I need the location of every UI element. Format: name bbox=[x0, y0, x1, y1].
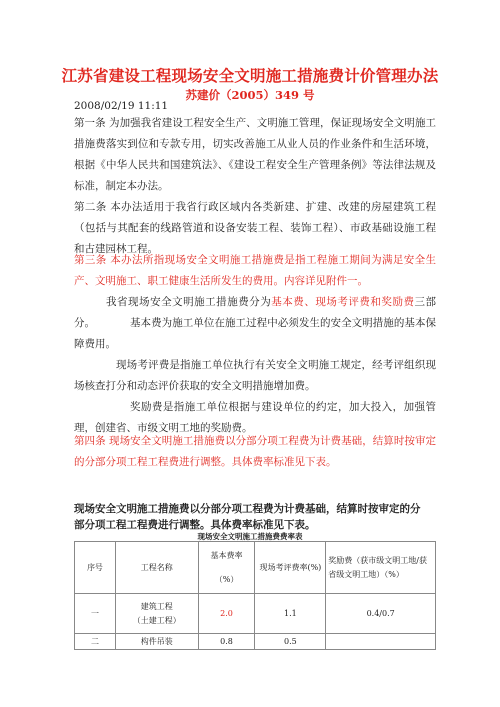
reward-fee-paragraph: 奖励费是指施工单位根据与建设单位的约定，加大投入，加强管理，创建省、市级文明工地的奖励费。 bbox=[74, 401, 436, 434]
header-eval-rate: 现场考评费率(%) bbox=[255, 542, 326, 594]
row-base-rate: 2.0 bbox=[198, 594, 255, 634]
table-row bbox=[75, 634, 436, 650]
article-1: 第一条 为加强我省建设工程安全生产、文明施工管理，保证现场安全文明施工措施费落实到位和专款专用，切实改善施工从业人员的作业条件和生活环境，根据《中华人民共和国建筑法》、《建设工程安全生产管理条例》等法律法规及标准，制定本办法。 bbox=[74, 117, 436, 192]
header-reward-rate: 奖励费（获市级文明工地/获省级文明工地）（%） bbox=[326, 542, 436, 594]
header-no: 序号 bbox=[75, 542, 116, 594]
row-no: 二 bbox=[75, 634, 116, 650]
table-header-row bbox=[75, 542, 436, 594]
row-name: 构件吊装 bbox=[115, 634, 198, 650]
document-number: 苏建价（2005）349 号 bbox=[185, 88, 315, 102]
table-heading: 现场安全文明施工措施费以分部分项工程费为计费基础，结算时按审定的分部分项工程工程费进行调整。具体费率标准见下表。 bbox=[74, 503, 421, 531]
row-name-main: 建筑工程 bbox=[140, 601, 173, 611]
evaluation-fee-paragraph: 现场考评费是指施工单位执行有关安全文明施工规定，经考评组织现场核查打分和动态评价获取的安全文明措施增加费。 bbox=[74, 359, 436, 392]
row-no: 一 bbox=[75, 594, 116, 634]
article-3: 第三条 本办法所指现场安全文明施工措施费是指工程施工期间为满足安全生产、文明施工、职工健康生活所发生的费用。内容详见附件一。 bbox=[74, 254, 436, 287]
row-name-sub: （土建工程） bbox=[132, 615, 181, 625]
header-name: 工程名称 bbox=[115, 542, 198, 594]
row-eval-rate: 1.1 bbox=[255, 594, 326, 634]
article-4: 第四条 现场安全文明施工措施费以分部分项工程费为计费基础，结算时按审定的分部分项工程工程费进行调整。具体费率标准见下表。 bbox=[74, 435, 436, 468]
base-fee-paragraph: 基本费为施工单位在施工过程中必须发生的安全文明措施的基本保障费用。 bbox=[74, 317, 436, 350]
fee-categories-suffix: 三部分。 bbox=[74, 296, 437, 329]
row-eval-rate: 0.5 bbox=[255, 634, 326, 650]
row-name bbox=[115, 594, 198, 634]
header-base-unit: （%） bbox=[214, 574, 239, 584]
fee-rate-table bbox=[74, 541, 436, 650]
article-2: 第二条 本办法适用于我省行政区域内各类新建、扩建、改建的房屋建筑工程（包括与其配套的线路管道和设备安装工程、装饰工程）、市政基础设施工程和古建园林工程。 bbox=[74, 201, 436, 255]
table-row bbox=[75, 594, 436, 634]
fee-categories-prefix: 我省现场安全文明施工措施费分为 bbox=[106, 296, 272, 308]
row-reward-rate bbox=[326, 634, 436, 650]
row-base-rate: 0.8 bbox=[198, 634, 255, 650]
document-title: 江苏省建设工程现场安全文明施工措施费计价管理办法 bbox=[61, 66, 439, 85]
publish-date: 2008/02/19 11:11 bbox=[74, 100, 169, 112]
fee-categories-highlight: 基本费、现场考评费和奖励费 bbox=[271, 296, 415, 308]
header-base-rate bbox=[198, 542, 255, 594]
header-base-label: 基本费率 bbox=[210, 550, 243, 560]
row-reward-rate: 0.4/0.7 bbox=[326, 594, 436, 634]
table-caption: 现场安全文明施工措施费费率表 bbox=[197, 532, 303, 541]
